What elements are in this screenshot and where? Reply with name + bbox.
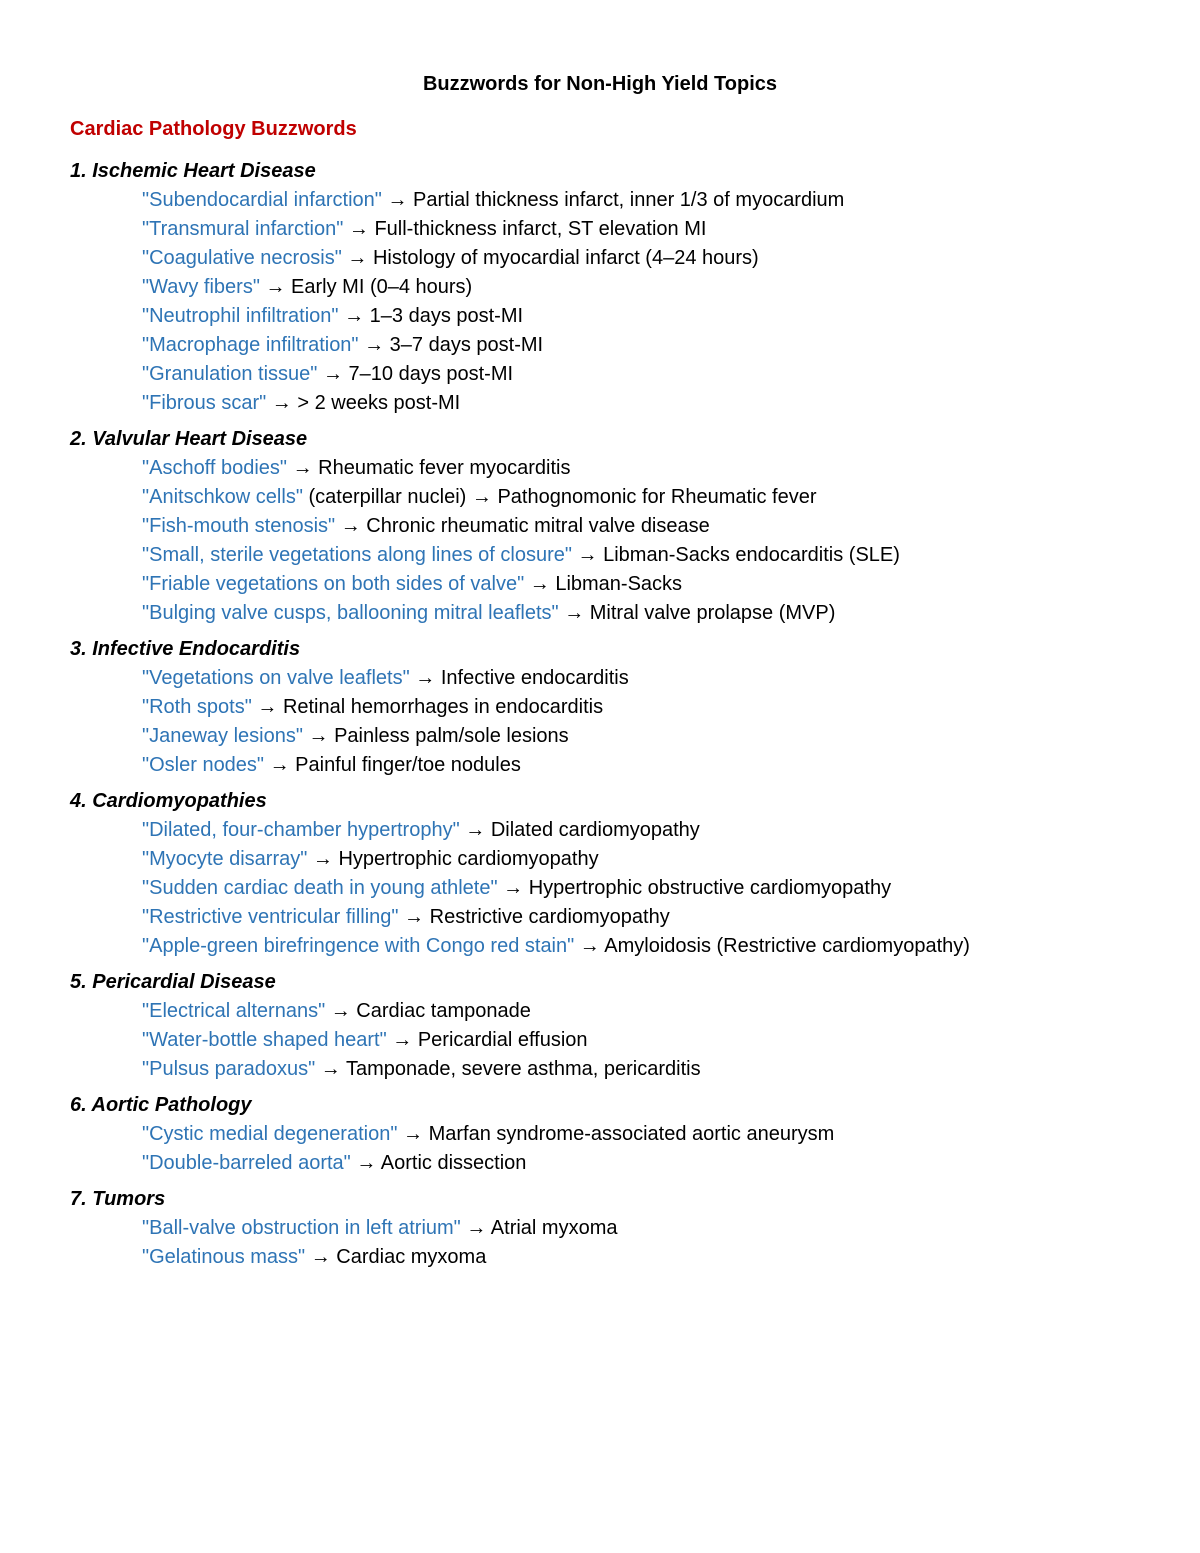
buzzword-description: Tamponade, severe asthma, pericarditis: [345, 1058, 701, 1080]
list-item: [70, 1026, 1170, 1055]
buzzword-description: Mitral valve prolapse (MVP): [589, 602, 836, 624]
arrow-connector: →: [460, 1217, 491, 1239]
arrow-connector: →: [574, 935, 605, 957]
buzzword-description: Retinal hemorrhages in endocarditis: [282, 696, 604, 718]
list-item: [70, 751, 1170, 780]
buzzword-description: Infective endocarditis: [440, 667, 629, 689]
list-item: [70, 997, 1170, 1026]
list-item: [70, 1149, 1170, 1178]
buzzword-term: "Restrictive ventricular filling": [142, 906, 399, 928]
buzzword-term: "Dilated, four-chamber hypertrophy": [142, 819, 460, 841]
arrow-connector: →: [266, 392, 298, 414]
buzzword-term: "Transmural infarction": [142, 218, 344, 240]
topics-list: [70, 157, 1170, 1279]
buzzword-term: "Coagulative necrosis": [142, 247, 342, 269]
arrow-connector: →: [381, 189, 414, 211]
document-title: Buzzwords for Non-High Yield Topics: [422, 73, 778, 95]
arrow-connector: →: [251, 696, 283, 718]
arrow-connector: →: [386, 1029, 418, 1051]
arrow-connector: →: [343, 218, 375, 240]
buzzword-term: "Fish-mouth stenosis": [142, 515, 336, 537]
list-item: [70, 541, 1170, 570]
buzzword-term: "Neutrophil infiltration": [142, 305, 339, 327]
buzzword-description: Painful finger/toe nodules: [295, 754, 521, 776]
topic-heading: 3. Infective Endocarditis: [70, 638, 301, 660]
arrow-connector: →: [459, 819, 491, 841]
topic-heading: 1. Ischemic Heart Disease: [70, 160, 316, 182]
buzzword-description: > 2 weeks post-MI: [297, 392, 461, 414]
list-item: [70, 186, 1170, 215]
list-item: [70, 874, 1170, 903]
buzzword-description: Restrictive cardiomyopathy: [429, 906, 670, 928]
list-item: [70, 1214, 1170, 1243]
list-item: [70, 570, 1170, 599]
topic-heading: 5. Pericardial Disease: [70, 971, 276, 993]
list-item: [70, 932, 1170, 961]
arrow-connector: →: [259, 276, 292, 298]
list-item: [70, 389, 1170, 418]
buzzword-description: 1–3 days post-MI: [369, 305, 524, 327]
topic-section: [70, 968, 1170, 1084]
topic-section: [70, 1091, 1170, 1178]
list-item: [70, 722, 1170, 751]
arrow-connector: →: [358, 334, 390, 356]
arrow-connector: →: [335, 515, 367, 537]
buzzword-description: Hypertrophic obstructive cardiomyopathy: [528, 877, 892, 899]
buzzword-term: "Osler nodes": [142, 754, 265, 776]
buzzword-description: Atrial myxoma: [490, 1217, 618, 1239]
buzzword-term: "Wavy fibers": [142, 276, 260, 298]
topic-section: [70, 157, 1170, 418]
buzzword-term: "Macrophage infiltration": [142, 334, 359, 356]
arrow-connector: →: [338, 305, 370, 327]
list-item: [70, 215, 1170, 244]
arrow-connector: →: [524, 573, 556, 595]
buzzword-term: "Myocyte disarray": [142, 848, 308, 870]
buzzword-term: "Ball-valve obstruction in left atrium": [142, 1217, 461, 1239]
buzzword-description: Libman-Sacks: [555, 573, 683, 595]
buzzword-description: Aortic dissection: [380, 1152, 527, 1174]
buzzword-description: Painless palm/sole lesions: [334, 725, 569, 747]
buzzword-term: "Friable vegetations on both sides of valve": [142, 573, 525, 595]
buzzword-term: "Bulging valve cusps, ballooning mitral leaflets": [142, 602, 559, 624]
buzzword-description: 3–7 days post-MI: [389, 334, 544, 356]
arrow-connector: →: [317, 363, 349, 385]
buzzword-description: Early MI (0–4 hours): [291, 276, 473, 298]
arrow-connector: →: [398, 906, 430, 928]
buzzword-term: "Electrical alternans": [142, 1000, 326, 1022]
buzzword-term: "Janeway lesions": [142, 725, 303, 747]
buzzword-term: "Sudden cardiac death in young athlete": [142, 877, 498, 899]
list-item: [70, 845, 1170, 874]
buzzword-description: Amyloidosis (Restrictive cardiomyopathy): [604, 935, 970, 957]
buzzword-description: Partial thickness infarct, inner 1/3 of myocardium: [413, 189, 845, 211]
list-item: [70, 1243, 1170, 1272]
list-item: [70, 816, 1170, 845]
list-item: [70, 599, 1170, 628]
list-item: [70, 483, 1170, 512]
buzzword-term: "Vegetations on valve leaflets": [142, 667, 410, 689]
topic-section: [70, 425, 1170, 628]
arrow-connector: →: [287, 457, 319, 479]
list-item: [70, 454, 1170, 483]
buzzword-description: Dilated cardiomyopathy: [490, 819, 700, 841]
buzzword-term: "Gelatinous mass": [142, 1246, 306, 1268]
topic-heading: 4. Cardiomyopathies: [70, 790, 267, 812]
buzzword-term: "Anitschkow cells": [142, 486, 303, 508]
buzzword-term: "Roth spots": [142, 696, 252, 718]
arrow-connector: →: [558, 602, 590, 624]
section-heading: Cardiac Pathology Buzzwords: [70, 118, 357, 140]
buzzword-description: Cardiac tamponade: [356, 1000, 531, 1022]
arrow-connector: →: [409, 667, 441, 689]
list-item: [70, 244, 1170, 273]
arrow-connector: →: [397, 1123, 429, 1145]
arrow-connector: →: [571, 544, 604, 566]
list-item: [70, 302, 1170, 331]
arrow-connector: →: [341, 247, 373, 269]
topic-section: [70, 635, 1170, 780]
list-item: [70, 360, 1170, 389]
arrow-connector: →: [264, 754, 296, 776]
buzzword-term: "Cystic medial degeneration": [142, 1123, 398, 1145]
topic-heading: 7. Tumors: [70, 1188, 166, 1210]
buzzword-term: "Pulsus paradoxus": [142, 1058, 316, 1080]
list-item: [70, 331, 1170, 360]
arrow-connector: →: [302, 725, 335, 747]
list-item: [70, 664, 1170, 693]
buzzword-term: "Fibrous scar": [142, 392, 267, 414]
arrow-connector: →: [305, 1246, 337, 1268]
list-item: [70, 1055, 1170, 1084]
buzzword-description: Hypertrophic cardiomyopathy: [338, 848, 599, 870]
arrow-connector: (caterpillar nuclei) →: [302, 486, 498, 508]
list-item: [70, 693, 1170, 722]
buzzword-description: Cardiac myxoma: [336, 1246, 487, 1268]
buzzword-description: Rheumatic fever myocarditis: [318, 457, 571, 479]
arrow-connector: →: [497, 877, 529, 899]
list-item: [70, 1120, 1170, 1149]
buzzword-description: Full-thickness infarct, ST elevation MI: [374, 218, 707, 240]
arrow-connector: →: [307, 848, 339, 870]
buzzword-description: Histology of myocardial infarct (4–24 hours): [372, 247, 759, 269]
buzzword-term: "Aschoff bodies": [142, 457, 288, 479]
list-item: [70, 903, 1170, 932]
list-item: [70, 512, 1170, 541]
buzzword-description: 7–10 days post-MI: [348, 363, 514, 385]
buzzword-description: Chronic rheumatic mitral valve disease: [366, 515, 710, 537]
buzzword-term: "Subendocardial infarction": [142, 189, 382, 211]
buzzword-description: Pericardial effusion: [417, 1029, 588, 1051]
list-item: [70, 273, 1170, 302]
buzzword-term: "Small, sterile vegetations along lines of closure": [142, 544, 572, 566]
topic-section: [70, 1185, 1170, 1272]
buzzword-term: "Granulation tissue": [142, 363, 318, 385]
buzzword-description: Marfan syndrome-associated aortic aneurysm: [428, 1123, 835, 1145]
buzzword-term: "Apple-green birefringence with Congo red stain": [142, 935, 575, 957]
buzzword-description: Libman-Sacks endocarditis (SLE): [603, 544, 900, 566]
topic-heading: 2. Valvular Heart Disease: [70, 428, 308, 450]
arrow-connector: →: [325, 1000, 357, 1022]
buzzword-term: "Water-bottle shaped heart": [142, 1029, 387, 1051]
arrow-connector: →: [315, 1058, 346, 1080]
topic-heading: 6. Aortic Pathology: [70, 1094, 252, 1116]
buzzword-term: "Double-barreled aorta": [142, 1152, 351, 1174]
buzzword-description: Pathognomonic for Rheumatic fever: [497, 486, 817, 508]
topic-section: [70, 787, 1170, 961]
arrow-connector: →: [350, 1152, 381, 1174]
